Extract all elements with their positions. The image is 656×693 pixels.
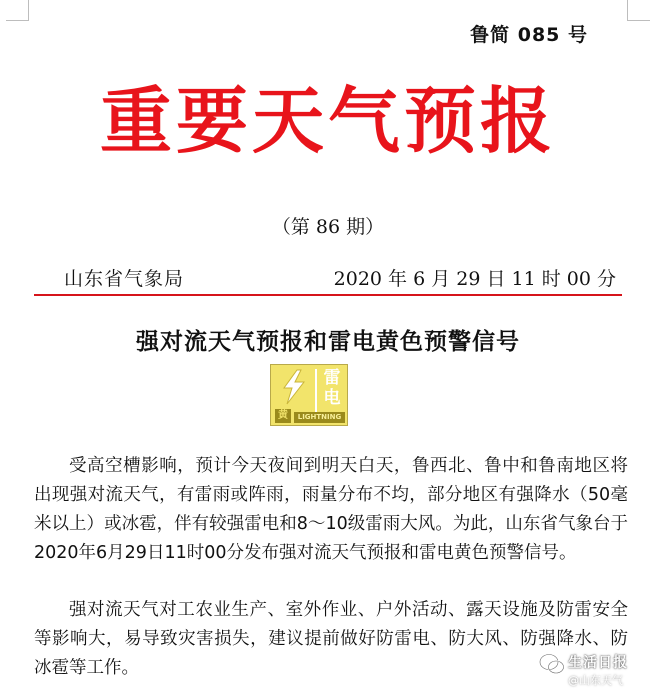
source-watermark <box>538 650 646 688</box>
lightning-warning-signal <box>270 364 348 426</box>
watermark-name: 生活日报 <box>568 655 628 671</box>
body-paragraph-1: 受高空槽影响，预计今天夜间到明天白天，鲁西北、鲁中和鲁南地区将出现强对流天气，有雷雨或阵雨，雨量分布不均，部分地区有强降水（50毫米以上）或冰雹，伴有较强雷电和8～10级雷雨大风。为此，山东省气象台于2020年6月29日11时00分发布强对流天气预报和雷电黄色预警信号。 <box>34 456 628 563</box>
wechat-icon <box>538 652 566 676</box>
lightning-bolt-icon <box>277 369 311 405</box>
signal-separator <box>315 369 317 415</box>
page-corner-mark-right <box>627 0 650 21</box>
page-corner-mark-left <box>6 0 29 21</box>
document-banner-title: 重要天气预报 <box>99 79 556 163</box>
signal-char-top: 雷 <box>323 368 341 388</box>
issuing-organization: 山东省气象局 <box>64 268 185 290</box>
issue-datetime: 2020 年 6 月 29 日 11 时 00 分 <box>333 268 616 290</box>
signal-char-bottom: 电 <box>323 388 341 408</box>
issue-number: （第 86 期） <box>271 216 385 238</box>
header-divider <box>34 294 622 296</box>
bulletin-headline: 强对流天气预报和雷电黄色预警信号 <box>136 329 520 355</box>
signal-label: LIGHTNING <box>294 412 345 423</box>
document-number: 鲁简 085 号 <box>470 24 588 46</box>
signal-level-char: 黄 <box>275 409 291 423</box>
watermark-account: @山东天气 <box>568 674 623 687</box>
body-paragraph-2: 强对流天气对工农业生产、室外作业、户外活动、露天设施及防雷安全等影响大，易导致灾害损失，建议提前做好防雷电、防大风、防强降水、防冰雹等工作。 <box>34 600 628 678</box>
